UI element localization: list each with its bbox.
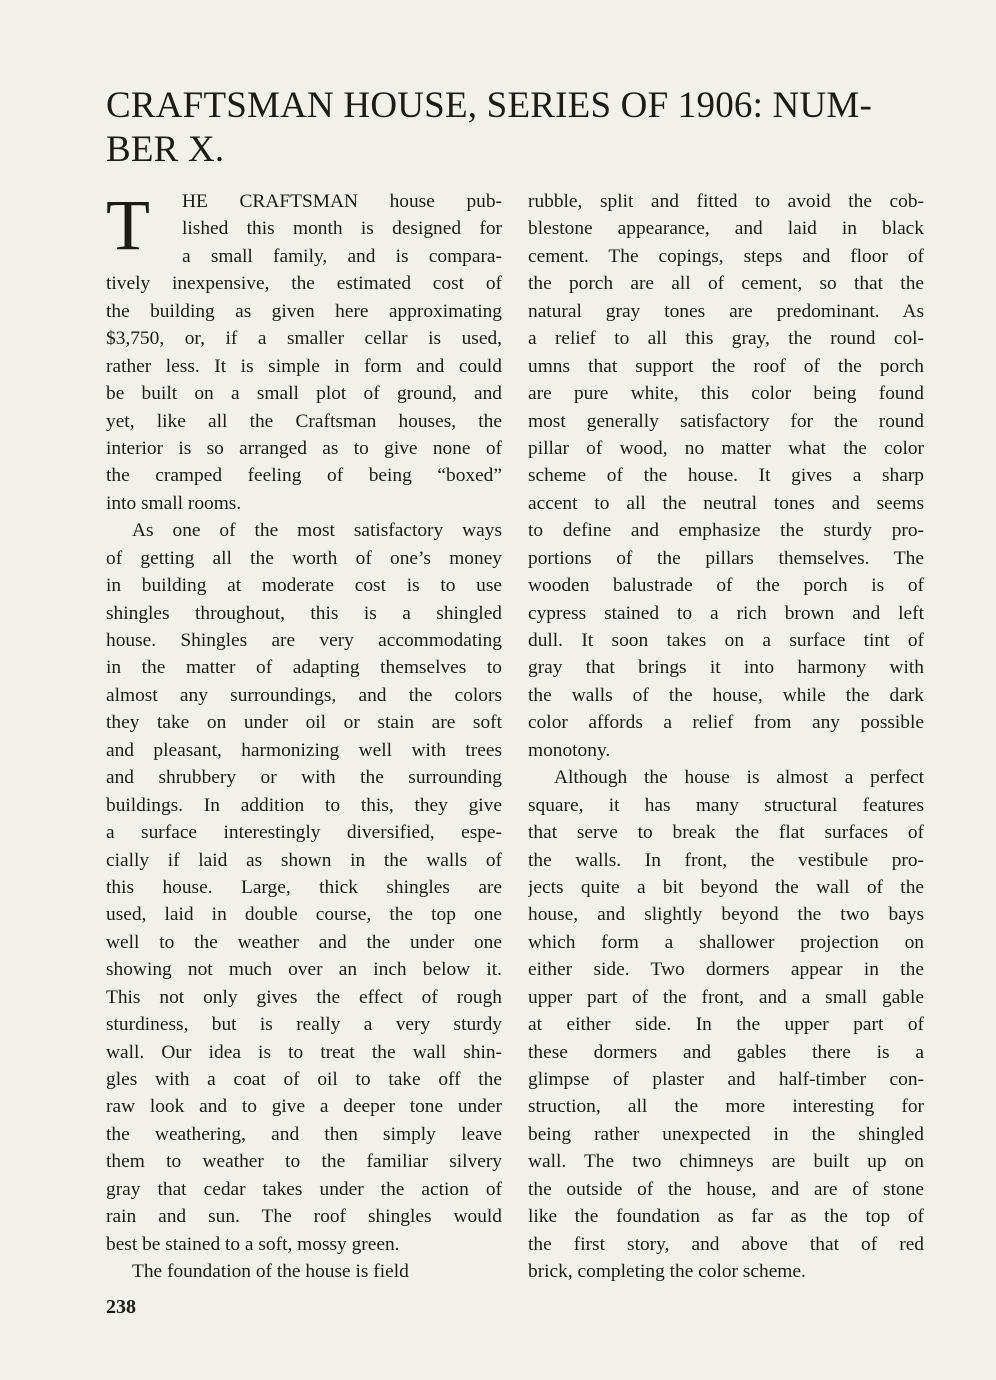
text-line: accent to all the neutral tones and seems bbox=[528, 492, 924, 514]
text-line: being rather unexpected in the shingled bbox=[528, 1123, 924, 1145]
left-column bbox=[106, 185, 502, 1286]
text-line: scheme of the house. It gives a sharp bbox=[528, 465, 924, 487]
text-line: the cramped feeling of being “boxed” bbox=[106, 465, 502, 487]
text-line: gles with a coat of oil to take off the bbox=[106, 1069, 502, 1090]
text-line: to define and emphasize the sturdy pro- bbox=[528, 520, 924, 542]
text-line: rather less. It is simple in form and could bbox=[106, 355, 502, 377]
text-line: sturdiness, but is really a very sturdy bbox=[106, 1014, 502, 1036]
text-line: like the foundation as far as the top of bbox=[528, 1206, 924, 1228]
text-line: in the matter of adapting themselves to bbox=[106, 657, 502, 679]
text-line: square, it has many structural features bbox=[528, 794, 924, 816]
text-line: As one of the most satisfactory ways bbox=[132, 520, 502, 542]
text-line: wooden balustrade of the porch is of bbox=[528, 575, 924, 597]
text-line: be built on a small plot of ground, and bbox=[106, 383, 502, 405]
text-line: blestone appearance, and laid in black bbox=[528, 218, 924, 240]
text-line: raw look and to give a deeper tone under bbox=[106, 1096, 502, 1118]
text-line: of getting all the worth of one’s money bbox=[106, 547, 502, 569]
text-line: the porch are all of cement, so that the bbox=[528, 273, 924, 295]
text-line: monotony. bbox=[528, 739, 611, 761]
text-line: are pure white, this color being found bbox=[528, 383, 924, 405]
text-line: house, and slightly beyond the two bays bbox=[528, 904, 924, 926]
right-column bbox=[528, 188, 924, 1286]
text-line: house. Shingles are very accommodating bbox=[106, 630, 502, 651]
text-line: interior is so arranged as to give none of bbox=[106, 437, 502, 459]
text-line: wall. The two chimneys are built up on bbox=[528, 1151, 924, 1173]
text-line: the walls of the house, while the dark bbox=[528, 684, 924, 706]
text-line: and shrubbery or with the surrounding bbox=[106, 767, 502, 789]
text-line: yet, like all the Craftsman houses, the bbox=[106, 410, 502, 432]
text-line: Although the house is almost a perfect bbox=[554, 767, 924, 789]
text-line: This not only gives the effect of rough bbox=[106, 986, 502, 1008]
text-line: these dormers and gables there is a bbox=[528, 1041, 924, 1063]
text-line: buildings. In addition to this, they give bbox=[106, 794, 502, 816]
text-line: cypress stained to a rich brown and left bbox=[528, 602, 924, 624]
text-line: best be stained to a soft, mossy green. bbox=[106, 1233, 400, 1255]
title-line: CRAFTSMAN HOUSE, SERIES OF 1906: NUM- bbox=[106, 85, 873, 126]
text-line: in building at moderate cost is to use bbox=[106, 575, 502, 597]
text-line: gray that cedar takes under the action of bbox=[106, 1178, 502, 1200]
text-line: the building as given here approximating bbox=[106, 300, 502, 322]
text-line: shingles throughout, this is a shingled bbox=[106, 602, 502, 624]
text-line: pillar of wood, no matter what the color bbox=[528, 437, 924, 459]
text-line: a relief to all this gray, the round col- bbox=[528, 328, 924, 350]
text-line: well to the weather and the under one bbox=[106, 931, 502, 953]
text-line: either side. Two dormers appear in the bbox=[528, 959, 924, 981]
text-line: a small family, and is compara- bbox=[182, 245, 502, 267]
text-line: dull. It soon takes on a surface tint of bbox=[528, 630, 924, 651]
text-line: this house. Large, thick shingles are bbox=[106, 876, 502, 898]
text-line: almost any surroundings, and the colors bbox=[106, 684, 502, 706]
text-line: a surface interestingly diversified, espe- bbox=[106, 822, 502, 844]
text-line: used, laid in double course, the top one bbox=[106, 904, 502, 926]
text-line: cement. The copings, steps and floor of bbox=[528, 245, 924, 267]
text-line: the weathering, and then simply leave bbox=[106, 1123, 502, 1145]
text-line: most generally satisfactory for the round bbox=[528, 410, 924, 432]
text-line: the outside of the house, and are of stone bbox=[528, 1178, 924, 1200]
text-line: The foundation of the house is field bbox=[132, 1261, 409, 1283]
text-line: lished this month is designed for bbox=[182, 218, 502, 240]
text-line: showing not much over an inch below it. bbox=[106, 959, 502, 981]
text-line: that serve to break the flat surfaces of bbox=[528, 822, 924, 844]
title-line: BER X. bbox=[106, 129, 225, 170]
text-line: HE CRAFTSMAN house pub- bbox=[182, 191, 502, 212]
text-line: natural gray tones are predominant. As bbox=[528, 300, 924, 322]
text-line: wall. Our idea is to treat the wall shin- bbox=[106, 1041, 502, 1063]
text-line: glimpse of plaster and half-timber con- bbox=[528, 1069, 924, 1090]
text-line: at either side. In the upper part of bbox=[528, 1014, 924, 1036]
text-line: and pleasant, harmonizing well with trees bbox=[106, 739, 502, 761]
text-line: into small rooms. bbox=[106, 492, 242, 514]
text-line: jects quite a bit beyond the wall of the bbox=[528, 876, 924, 898]
page-number: 238 bbox=[106, 1296, 136, 1318]
text-line: brick, completing the color scheme. bbox=[528, 1261, 806, 1283]
text-line: color affords a relief from any possible bbox=[528, 712, 924, 734]
text-line: cially if laid as shown in the walls of bbox=[106, 849, 502, 871]
text-line: umns that support the roof of the porch bbox=[528, 355, 924, 377]
text-line: gray that brings it into harmony with bbox=[528, 657, 924, 679]
text-line: rain and sun. The roof shingles would bbox=[106, 1206, 502, 1228]
text-line: them to weather to the familiar silvery bbox=[106, 1151, 502, 1173]
text-line: they take on under oil or stain are soft bbox=[106, 712, 502, 734]
text-line: the first story, and above that of red bbox=[528, 1233, 924, 1255]
text-line: portions of the pillars themselves. The bbox=[528, 547, 924, 569]
text-line: upper part of the front, and a small gable bbox=[528, 986, 924, 1008]
drop-cap: T bbox=[106, 185, 150, 265]
text-line: $3,750, or, if a smaller cellar is used, bbox=[106, 328, 502, 350]
text-line: the walls. In front, the vestibule pro- bbox=[528, 849, 924, 871]
text-line: which form a shallower projection on bbox=[528, 931, 924, 953]
text-line: struction, all the more interesting for bbox=[528, 1096, 924, 1118]
article-title bbox=[106, 84, 926, 172]
text-line: tively inexpensive, the estimated cost of bbox=[106, 273, 502, 295]
text-line: rubble, split and fitted to avoid the cob- bbox=[528, 191, 924, 212]
